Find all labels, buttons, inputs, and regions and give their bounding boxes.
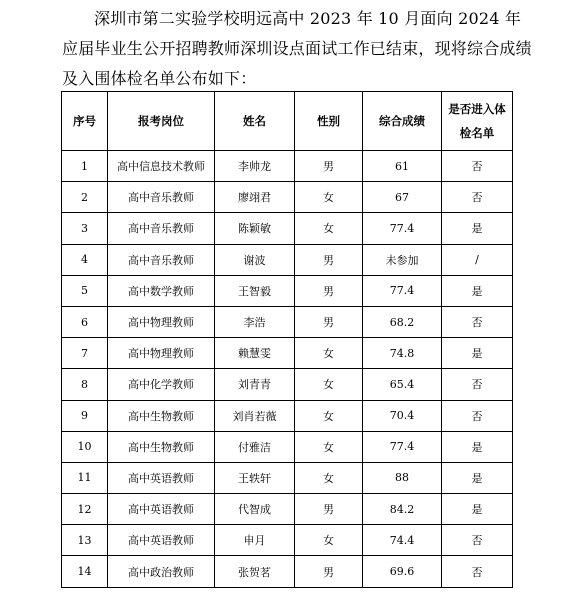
cell-physical-exam: 否 xyxy=(442,182,513,213)
cell-score: 77.4 xyxy=(363,275,442,306)
cell-gender: 女 xyxy=(295,525,363,556)
cell-physical-exam: 是 xyxy=(442,338,513,369)
cell-index: 2 xyxy=(62,182,108,213)
table-row xyxy=(62,275,513,306)
table-row xyxy=(62,338,513,369)
cell-score: 61 xyxy=(363,151,442,182)
cell-physical-exam: 否 xyxy=(442,400,513,431)
cell-name: 廖翊君 xyxy=(215,182,295,213)
cell-physical-exam: 是 xyxy=(442,494,513,525)
cell-position: 高中音乐教师 xyxy=(108,213,215,244)
cell-physical-exam: 否 xyxy=(442,151,513,182)
cell-physical-exam: 否 xyxy=(442,306,513,337)
cell-position: 高中英语教师 xyxy=(108,462,215,493)
cell-index: 11 xyxy=(62,462,108,493)
cell-name: 王智毅 xyxy=(215,275,295,306)
cell-index: 9 xyxy=(62,400,108,431)
cell-score: 77.4 xyxy=(363,431,442,462)
cell-position: 高中生物教师 xyxy=(108,400,215,431)
cell-gender: 男 xyxy=(295,244,363,275)
cell-position: 高中音乐教师 xyxy=(108,182,215,213)
header-physical-exam: 是否进入体检名单 xyxy=(442,92,513,151)
cell-score: 67 xyxy=(363,182,442,213)
cell-gender: 女 xyxy=(295,462,363,493)
cell-index: 10 xyxy=(62,431,108,462)
cell-physical-exam: 是 xyxy=(442,213,513,244)
table-header-row xyxy=(62,92,513,151)
cell-gender: 男 xyxy=(295,494,363,525)
cell-name: 刘肖若薇 xyxy=(215,400,295,431)
table-row xyxy=(62,213,513,244)
cell-gender: 男 xyxy=(295,151,363,182)
table-body xyxy=(62,151,513,588)
table-row xyxy=(62,306,513,337)
cell-index: 5 xyxy=(62,275,108,306)
cell-index: 4 xyxy=(62,244,108,275)
cell-position: 高中物理教师 xyxy=(108,338,215,369)
cell-score: 70.4 xyxy=(363,400,442,431)
cell-index: 6 xyxy=(62,306,108,337)
cell-position: 高中化学教师 xyxy=(108,369,215,400)
cell-index: 13 xyxy=(62,525,108,556)
cell-position: 高中英语教师 xyxy=(108,525,215,556)
cell-name: 刘青青 xyxy=(215,369,295,400)
header-name: 姓名 xyxy=(215,92,295,151)
cell-position: 高中生物教师 xyxy=(108,431,215,462)
cell-index: 1 xyxy=(62,151,108,182)
cell-index: 3 xyxy=(62,213,108,244)
header-index: 序号 xyxy=(62,92,108,151)
table-row xyxy=(62,525,513,556)
cell-position: 高中物理教师 xyxy=(108,306,215,337)
announcement-text: 深圳市第二实验学校明远高中 2023 年 10 月面向 2024 年应届毕业生公开招聘教师深圳设点面试工作已结束，现将综合成绩及入围体检名单公布如下： xyxy=(62,9,532,88)
cell-physical-exam: 否 xyxy=(442,556,513,587)
table-row xyxy=(62,462,513,493)
cell-score: 未参加 xyxy=(363,244,442,275)
cell-name: 张贺茗 xyxy=(215,556,295,587)
cell-gender: 男 xyxy=(295,306,363,337)
cell-gender: 女 xyxy=(295,213,363,244)
table-row xyxy=(62,556,513,587)
cell-physical-exam: 是 xyxy=(442,462,513,493)
cell-gender: 女 xyxy=(295,338,363,369)
cell-index: 8 xyxy=(62,369,108,400)
cell-name: 谢波 xyxy=(215,244,295,275)
cell-name: 李浩 xyxy=(215,306,295,337)
results-table xyxy=(61,91,513,588)
cell-gender: 女 xyxy=(295,182,363,213)
cell-gender: 男 xyxy=(295,556,363,587)
cell-score: 68.2 xyxy=(363,306,442,337)
cell-position: 高中英语教师 xyxy=(108,494,215,525)
cell-gender: 男 xyxy=(295,275,363,306)
table-row xyxy=(62,182,513,213)
cell-score: 74.8 xyxy=(363,338,442,369)
cell-position: 高中信息技术教师 xyxy=(108,151,215,182)
cell-name: 申月 xyxy=(215,525,295,556)
cell-gender: 女 xyxy=(295,400,363,431)
cell-score: 74.4 xyxy=(363,525,442,556)
cell-gender: 女 xyxy=(295,431,363,462)
header-gender: 性别 xyxy=(295,92,363,151)
table-row xyxy=(62,431,513,462)
cell-name: 代智成 xyxy=(215,494,295,525)
header-score: 综合成绩 xyxy=(363,92,442,151)
cell-name: 陈颖敏 xyxy=(215,213,295,244)
table-row xyxy=(62,151,513,182)
header-position: 报考岗位 xyxy=(108,92,215,151)
cell-score: 65.4 xyxy=(363,369,442,400)
cell-physical-exam: 否 xyxy=(442,525,513,556)
cell-index: 12 xyxy=(62,494,108,525)
table-row xyxy=(62,244,513,275)
cell-position: 高中政治教师 xyxy=(108,556,215,587)
cell-index: 7 xyxy=(62,338,108,369)
cell-physical-exam: 是 xyxy=(442,275,513,306)
cell-name: 李帅龙 xyxy=(215,151,295,182)
cell-index: 14 xyxy=(62,556,108,587)
cell-name: 付雅洁 xyxy=(215,431,295,462)
cell-physical-exam: 否 xyxy=(442,369,513,400)
cell-score: 69.6 xyxy=(363,556,442,587)
cell-position: 高中音乐教师 xyxy=(108,244,215,275)
table-row xyxy=(62,369,513,400)
cell-name: 赖慧雯 xyxy=(215,338,295,369)
table-row xyxy=(62,494,513,525)
cell-physical-exam: / xyxy=(442,244,513,275)
cell-physical-exam: 是 xyxy=(442,431,513,462)
cell-score: 88 xyxy=(363,462,442,493)
cell-score: 84.2 xyxy=(363,494,442,525)
cell-name: 王轶轩 xyxy=(215,462,295,493)
cell-gender: 女 xyxy=(295,369,363,400)
cell-position: 高中数学教师 xyxy=(108,275,215,306)
table-row xyxy=(62,400,513,431)
cell-score: 77.4 xyxy=(363,213,442,244)
